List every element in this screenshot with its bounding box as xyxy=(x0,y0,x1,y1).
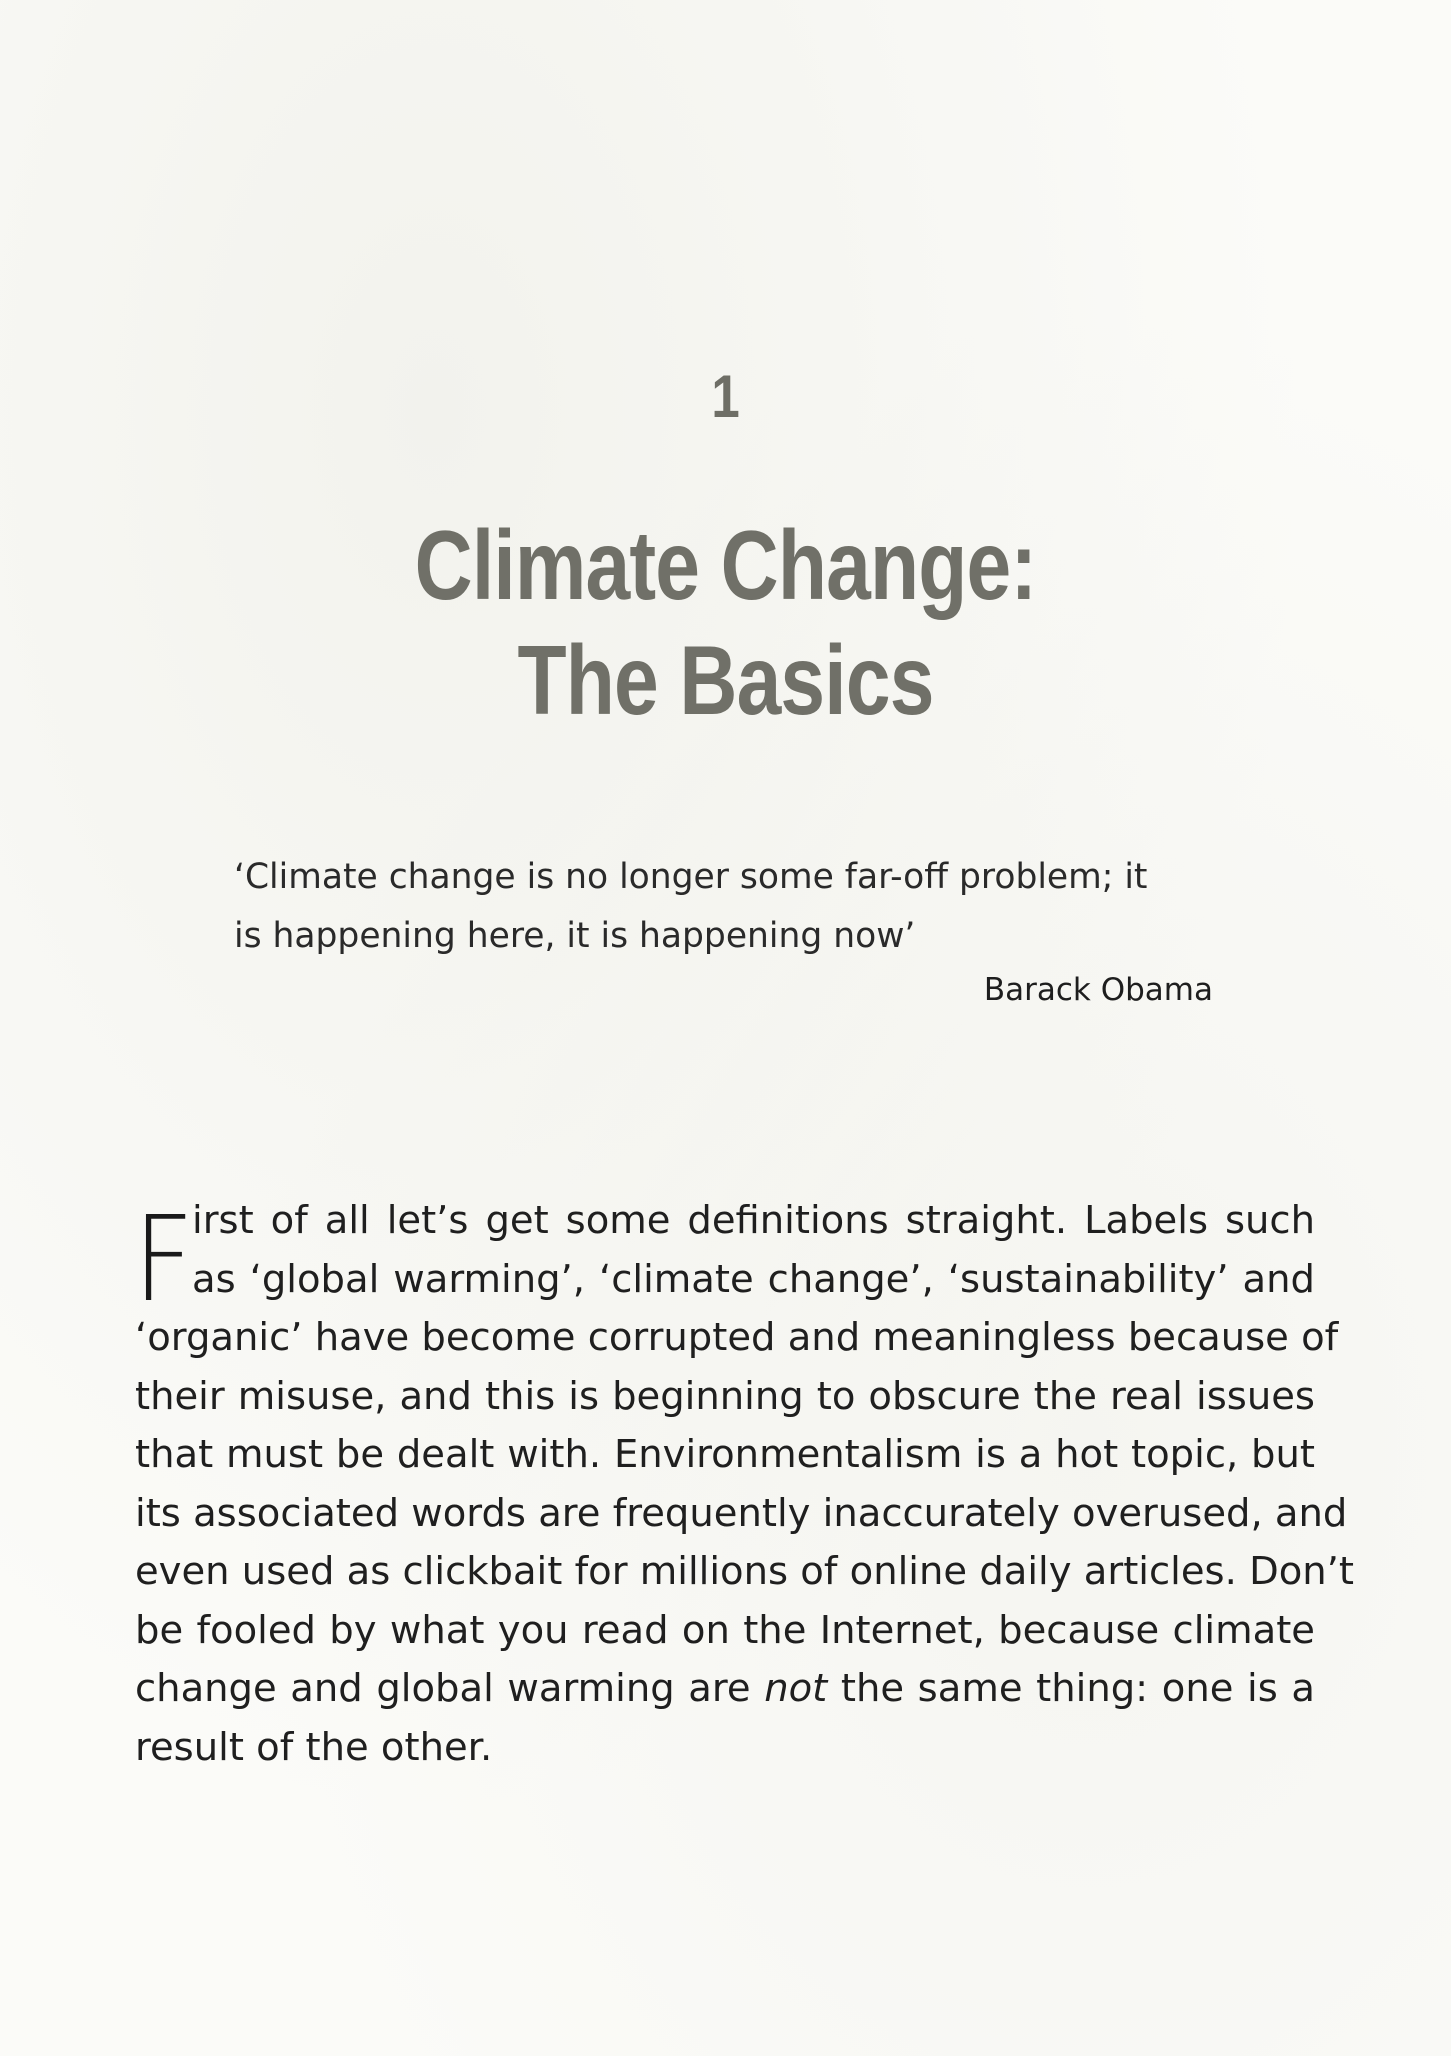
body-line: that must be dealt with. Environmentalism is a hot topic, but xyxy=(135,1432,1315,1477)
body-line: their misuse, and this is beginning to obscure the real issues xyxy=(135,1373,1315,1419)
epigraph-line-2: is happening here, it is happening now’ xyxy=(234,916,916,956)
body-line: be fooled by what you read on the Internet, because climate xyxy=(135,1607,1315,1653)
body-line: ‘organic’ have become corrupted and meaningless because of xyxy=(135,1315,1339,1360)
body-line: result of the other. xyxy=(135,1724,493,1770)
body-paragraph xyxy=(135,1192,1355,1777)
body-line-part: change and global warming are xyxy=(135,1666,765,1711)
epigraph-quote xyxy=(234,848,1214,966)
chapter-number: 1 xyxy=(711,363,740,430)
emphasis-not: not xyxy=(764,1666,828,1711)
body-line-part: the same thing: one is a xyxy=(827,1666,1315,1711)
body-line: irst of all let’s get some definitions straight. Labels such xyxy=(192,1198,1315,1243)
chapter-title xyxy=(0,508,1451,738)
chapter-title-line-2: The Basics xyxy=(517,625,934,735)
body-line: as ‘global warming’, ‘climate change’, ‘sustainability’ and xyxy=(192,1256,1315,1302)
drop-cap: F xyxy=(133,1190,195,1328)
epigraph-attribution: Barack Obama xyxy=(983,972,1213,1008)
body-line xyxy=(135,1660,1315,1719)
epigraph-line-1: ‘Climate change is no longer some far-off problem; it xyxy=(234,857,1148,897)
chapter-title-line-1: Climate Change: xyxy=(414,510,1037,620)
body-line: even used as clickbait for millions of online daily articles. Don’t xyxy=(135,1549,1355,1594)
body-line: its associated words are frequently inaccurately overused, and xyxy=(135,1490,1348,1536)
